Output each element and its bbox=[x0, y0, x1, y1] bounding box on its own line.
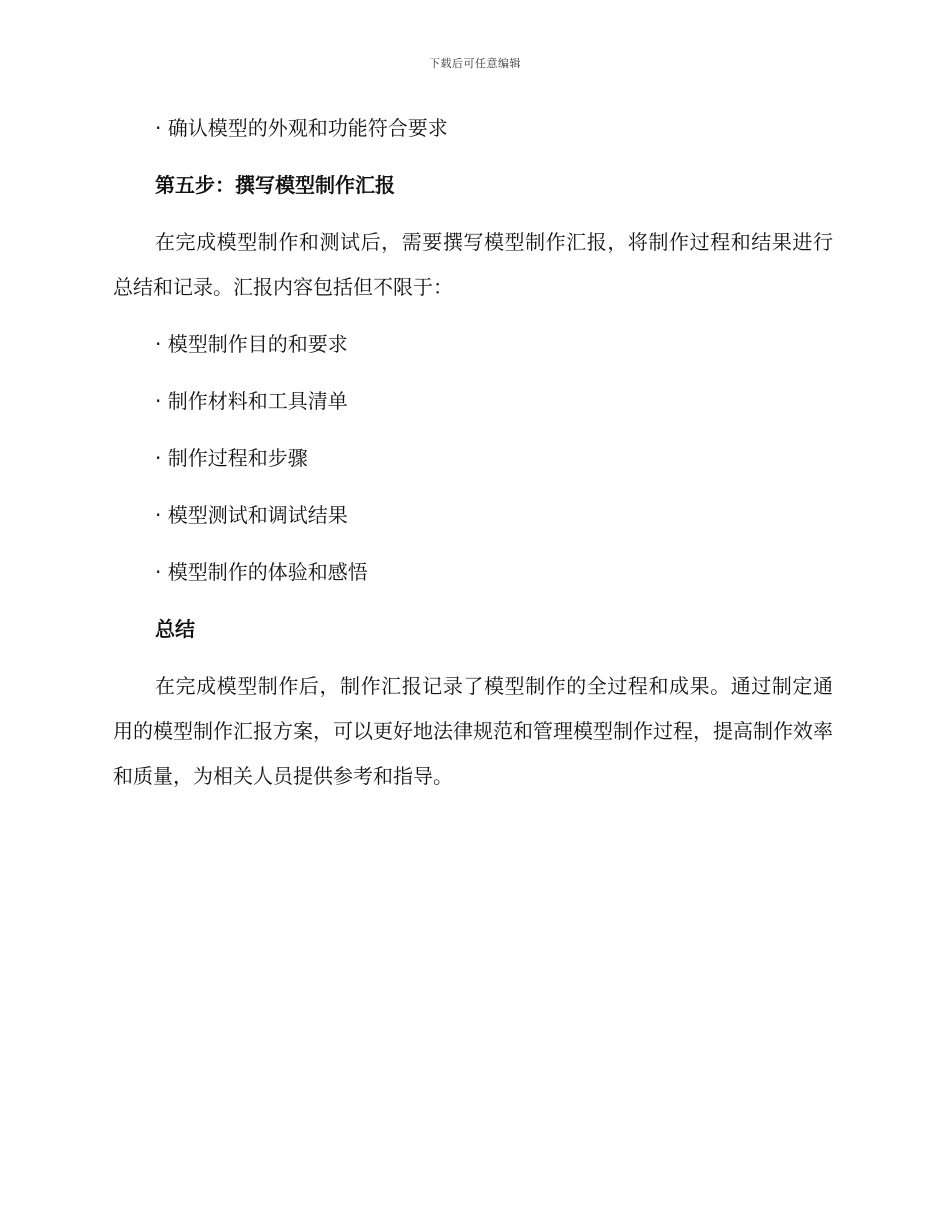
list-item: · 确认模型的外观和功能符合要求 bbox=[155, 116, 448, 140]
section-heading: 第五步：撰写模型制作汇报 bbox=[155, 173, 395, 197]
list-item: · 模型制作的体验和感悟 bbox=[155, 560, 368, 584]
list-item: · 制作材料和工具清单 bbox=[155, 389, 348, 413]
section-heading: 总结 bbox=[155, 617, 195, 641]
document-body bbox=[113, 112, 833, 811]
paragraph: 在完成模型制作后，制作汇报记录了模型制作的全过程和成果。通过制定通用的模型制作汇报方案，可以更好地法律规范和管理模型制作过程，提高制作效率和质量，为相关人员提供参考和指导。 bbox=[113, 674, 833, 788]
list-item: · 模型测试和调试结果 bbox=[155, 503, 348, 527]
list-item: · 制作过程和步骤 bbox=[155, 446, 308, 470]
paragraph: 在完成模型制作和测试后，需要撰写模型制作汇报，将制作过程和结果进行总结和记录。汇报内容包括但不限于： bbox=[113, 230, 833, 299]
list-item: · 模型制作目的和要求 bbox=[155, 332, 348, 356]
page-header: 下载后可任意编辑 bbox=[429, 57, 521, 70]
